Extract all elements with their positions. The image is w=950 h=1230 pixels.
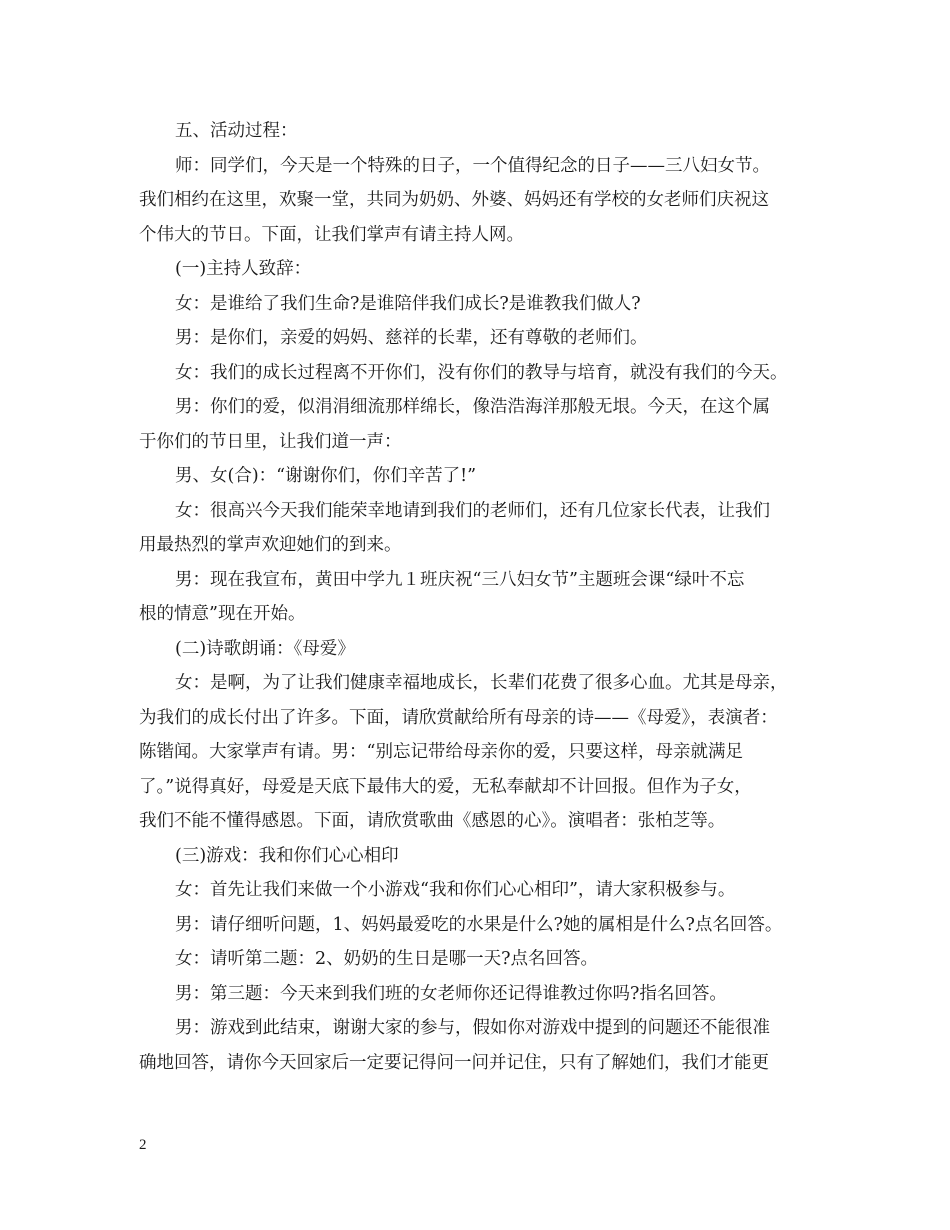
text-line: 女：首先让我们来做一个小游戏“我和你们心心相印”，请大家积极参与。 [175, 880, 736, 900]
text-line: 女：很高兴今天我们能荣幸地请到我们的老师们，还有几位家长代表，让我们 [175, 500, 770, 521]
text-line: 男：请仔细听问题，1、妈妈最爱吃的水果是什么?她的属相是什么?点名回答。 [175, 914, 783, 935]
text-line: 了。”说得真好，母爱是天底下最伟大的爱，无私奉献却不计回报。但作为子女， [139, 776, 752, 797]
text-line: 女：是谁给了我们生命?是谁陪伴我们成长?是谁教我们做人? [175, 293, 641, 314]
text-line: 我们相约在这里，欢聚一堂，共同为奶奶、外婆、妈妈还有学校的女老师们庆祝这 [139, 190, 769, 210]
text-line: 男、女(合)：“谢谢你们，你们辛苦了!” [175, 466, 477, 486]
text-line: 男：第三题：今天来到我们班的女老师你还记得谁教过你吗?指名回答。 [175, 983, 727, 1004]
text-line: 根的情意”现在开始。 [139, 604, 306, 624]
text-line: 女：我们的成长过程离不开你们，没有你们的教导与培育，就没有我们的今天。 [175, 362, 788, 383]
text-line: 女：请听第二题：2、奶奶的生日是哪一天?点名回答。 [175, 949, 599, 969]
text-line: 男：游戏到此结束，谢谢大家的参与，假如你对游戏中提到的问题还不能很准 [175, 1018, 770, 1038]
text-line: 男：现在我宣布，黄田中学九１班庆祝“三八妇女节”主题班会课“绿叶不忘 [175, 569, 745, 590]
text-line: 用最热烈的掌声欢迎她们的到来。 [139, 535, 402, 555]
text-line: (二)诗歌朗诵：《母爱》 [175, 638, 355, 659]
text-line: 个伟大的节日。下面，让我们掌声有请主持人网。 [139, 224, 524, 245]
text-line: 我们不能不懂得感恩。下面，请欣赏歌曲《感恩的心》。演唱者：张柏芝等。 [139, 811, 726, 831]
text-line: 确地回答，请你今天回家后一定要记得问一问并记住，只有了解她们，我们才能更 [139, 1052, 769, 1073]
page-number: 2 [139, 1137, 147, 1153]
text-line: 陈锴闻。大家掌声有请。男：“别忘记带给母亲你的爱，只要这样，母亲就满足 [139, 742, 743, 762]
text-line: 女：是啊，为了让我们健康幸福地成长，长辈们花费了很多心血。尤其是母亲， [175, 673, 788, 693]
text-line: 师：同学们，今天是一个特殊的日子，一个值得纪念的日子——三八妇女节。 [175, 155, 770, 176]
text-line: 男：你们的爱，似涓涓细流那样绵长，像浩浩海洋那般无垠。今天，在这个属 [175, 397, 770, 417]
text-line: 为我们的成长付出了许多。下面，请欣赏献给所有母亲的诗——《母爱》，表演者： [139, 707, 778, 728]
text-line: 五、活动过程： [175, 121, 298, 141]
text-line: (一)主持人致辞： [175, 259, 312, 279]
text-line: 于你们的节日里，让我们道一声： [139, 431, 402, 452]
text-line: (三)游戏：我和你们心心相印 [175, 845, 399, 866]
text-line: 男：是你们，亲爱的妈妈、慈祥的长辈，还有尊敬的老师们。 [175, 328, 648, 348]
document-body [139, 114, 829, 1080]
